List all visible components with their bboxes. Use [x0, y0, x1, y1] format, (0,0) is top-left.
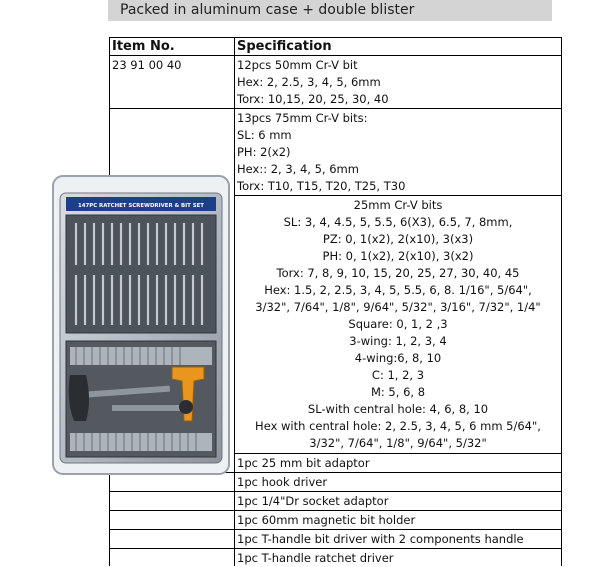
header-item-no: Item No.: [112, 39, 175, 54]
spec-line: Hex:: 2, 3, 4, 5, 6mm: [237, 162, 359, 176]
spec-line: SL: 6 mm: [237, 128, 292, 142]
spec-line: 13pcs 75mm Cr-V bits:: [237, 111, 368, 125]
accessory-row: 1pc T-handle bit driver with 2 components handle: [237, 532, 524, 546]
spec-line: SL-with central hole: 4, 6, 8, 10: [307, 402, 489, 416]
spec-line: PH: 0, 1(x2), 2(x10), 3(x2): [322, 249, 474, 263]
spec-line: 3/32", 7/64", 1/8", 9/64", 5/32", 3/16", 7/32", 1/4": [255, 300, 541, 314]
spec-line: Torx: 10,15, 20, 25, 30, 40: [237, 92, 389, 106]
product-photo: [52, 175, 230, 475]
packaging-banner: Packed in aluminum case + double blister: [108, 0, 552, 21]
accessory-row: 1pc 25 mm bit adaptor: [237, 456, 370, 470]
item-number: 23 91 00 40: [112, 58, 182, 72]
spec-line: M: 5, 6, 8: [370, 385, 426, 399]
spec-50mm-bits: [237, 57, 389, 108]
spec-line: 12pcs 50mm Cr-V bit: [237, 58, 358, 72]
spec-line: PZ: 0, 1(x2), 2(x10), 3(x3): [322, 232, 474, 246]
spec-line: C: 1, 2, 3: [371, 368, 425, 382]
spec-line: Square: 0, 1, 2 ,3: [348, 317, 448, 331]
spec-line: Hex: 1.5, 2, 2.5, 3, 4, 5, 5.5, 6, 8. 1/16", 5/64",: [264, 283, 532, 297]
spec-line: 4-wing:6, 8, 10: [354, 351, 442, 365]
accessory-row: 1pc 60mm magnetic bit holder: [237, 513, 416, 527]
spec-line: Torx: T10, T15, T20, T25, T30: [237, 179, 406, 193]
product-label: 147PC RATCHET SCREWDRIVER & BIT SET: [78, 203, 204, 209]
spec-line: 3-wing: 1, 2, 3, 4: [349, 334, 447, 348]
accessory-row: 1pc T-handle ratchet driver: [237, 551, 394, 565]
spec-line: 25mm Cr-V bits: [353, 198, 443, 212]
spec-75mm-bits: [237, 110, 405, 195]
spec-line: Hex: 2, 2.5, 3, 4, 5, 6mm: [237, 75, 381, 89]
header-specification: Specification: [237, 39, 332, 54]
spec-line: Torx: 7, 8, 9, 10, 15, 20, 25, 27, 30, 40, 45: [276, 266, 520, 280]
spec-line: PH: 2(x2): [237, 145, 291, 159]
spec-line: 3/32", 7/64", 1/8", 9/64", 5/32": [309, 436, 487, 450]
spec-line: Hex with central hole: 2, 2.5, 3, 4, 5, 6 mm 5/64",: [255, 419, 541, 433]
spec-line: SL: 3, 4, 4.5, 5, 5.5, 6(X3), 6.5, 7, 8mm,: [283, 215, 513, 229]
accessory-row: 1pc 1/4"Dr socket adaptor: [237, 494, 389, 508]
spec-25mm-bits: [235, 197, 561, 452]
accessory-row: 1pc hook driver: [237, 475, 328, 489]
